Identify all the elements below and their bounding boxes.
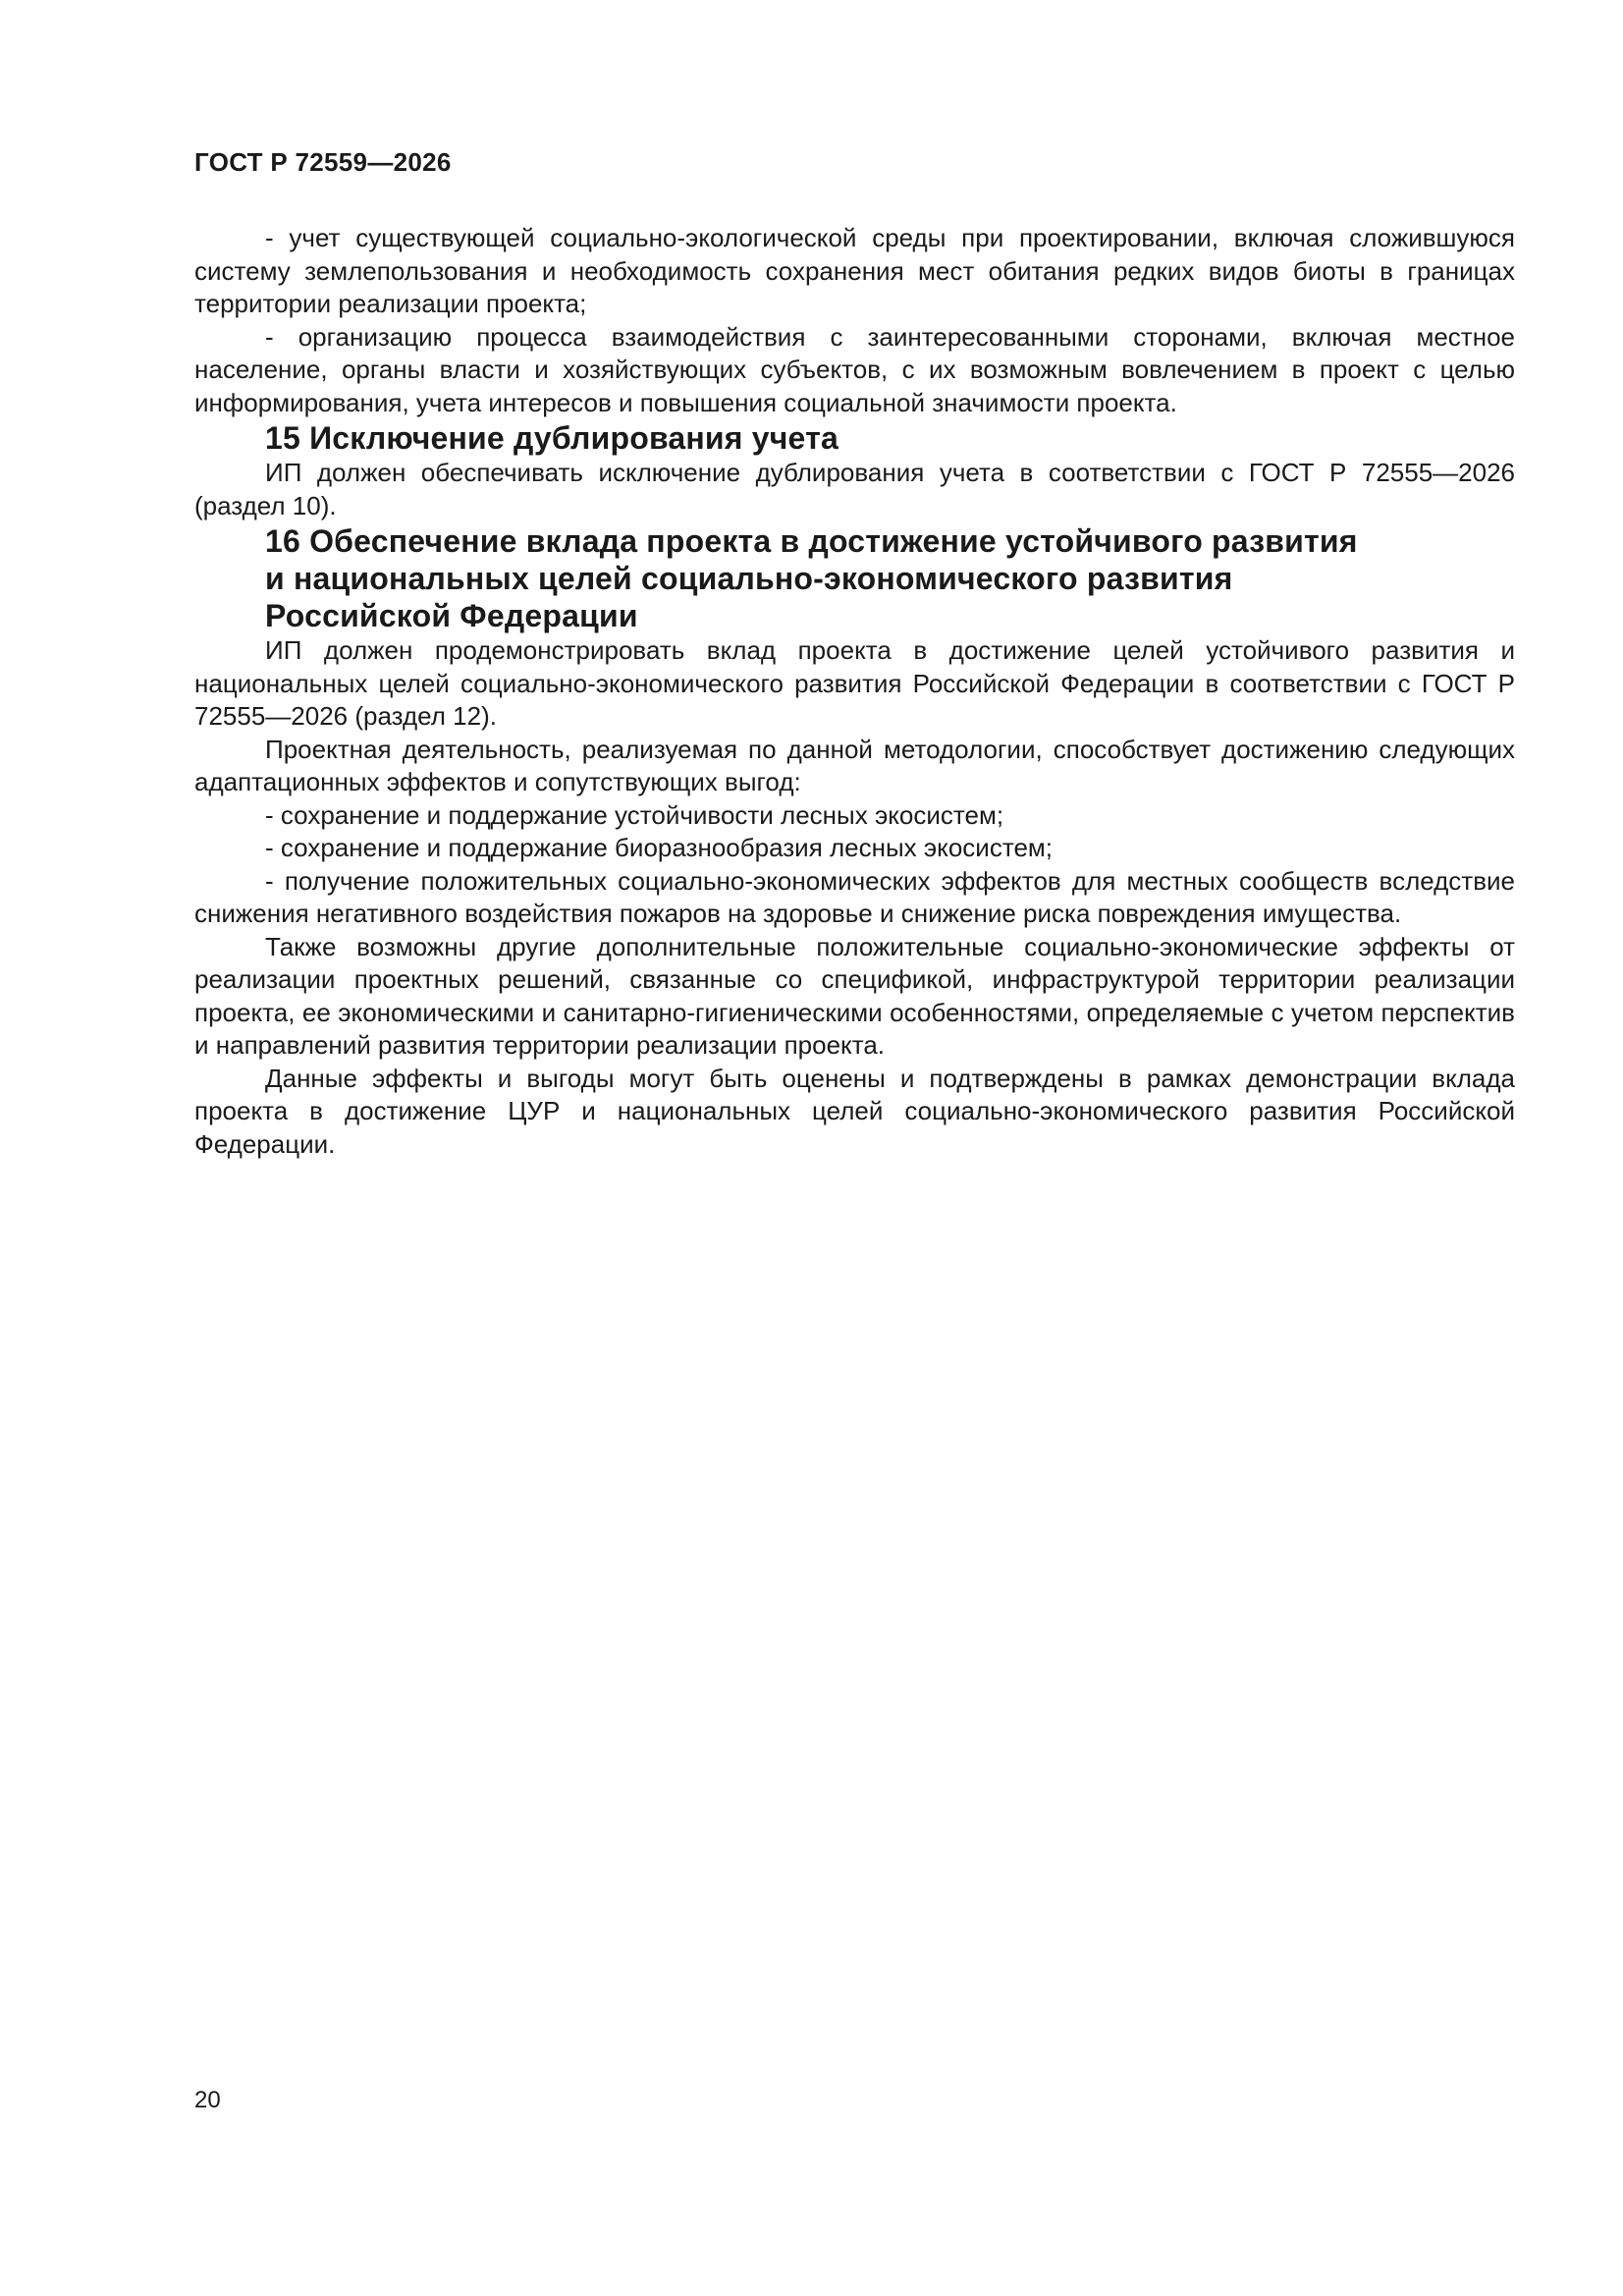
paragraph: ИП должен продемонстрировать вклад проекта в достижение целей устойчивого развития и национальных целей социально-экономического развития Российской Федерации в соответствии с ГОСТ Р 72555—2026 (раздел 12). [194,635,1515,731]
heading-line: Российской Федерации [265,598,638,633]
paragraph: Также возможны другие дополнительные положительные социально-экономические эффекты от реализации проектных решений, связанные со спецификой, инфраструктурой территории реализации проекта, ее экономическими и санитарно-гигиеническими особенностями, определяемые с учетом перспектив и направлений развития территории реализации проекта. [194,931,1515,1060]
heading-line: 16 Обеспечение вклада проекта в достижение устойчивого развития [265,523,1358,559]
list-item: - учет существующей социально-экологической среды при проектировании, включая сложившуюся систему землепользования и необходимость сохранения мест обитания редких видов биоты в границах территории реализации проекта; [194,223,1515,318]
section-15-heading: 15 Исключение дублирования учета [265,420,839,456]
page-content [194,222,1515,1161]
list-item: - сохранение и поддержание биоразнообразия лесных экосистем; [265,833,1054,862]
list-item: - сохранение и поддержание устойчивости лесных экосистем; [265,799,1004,830]
paragraph: Данные эффекты и выгоды могут быть оценены и подтверждены в рамках демонстрации вклада проекта в достижение ЦУР и национальных целей социально-экономического развития Российской Федерации. [194,1063,1515,1159]
list-item: - организацию процесса взаимодействия с заинтересованными сторонами, включая местное население, органы власти и хозяйствующих субъектов, с их возможным вовлечением в проект с целью информирования, учета интересов и повышения социальной значимости проекта. [194,321,1515,417]
paragraph: ИП должен обеспечивать исключение дублирования учета в соответствии с ГОСТ Р 72555—2026 (раздел 10). [194,458,1515,520]
page-number: 20 [194,2087,221,2113]
document-code: ГОСТ Р 72559—2026 [194,147,452,177]
list-item: - получение положительных социально-экономических эффектов для местных сообществ вследствие снижения негативного воздействия пожаров на здоровье и снижение риска повреждения имущества. [194,865,1515,928]
heading-line: и национальных целей социально-экономического развития [265,561,1233,596]
paragraph: Проектная деятельность, реализуемая по данной методологии, способствует достижению следующих адаптационных эффектов и сопутствующих выгод: [194,734,1515,796]
section-16-heading [194,522,1515,634]
